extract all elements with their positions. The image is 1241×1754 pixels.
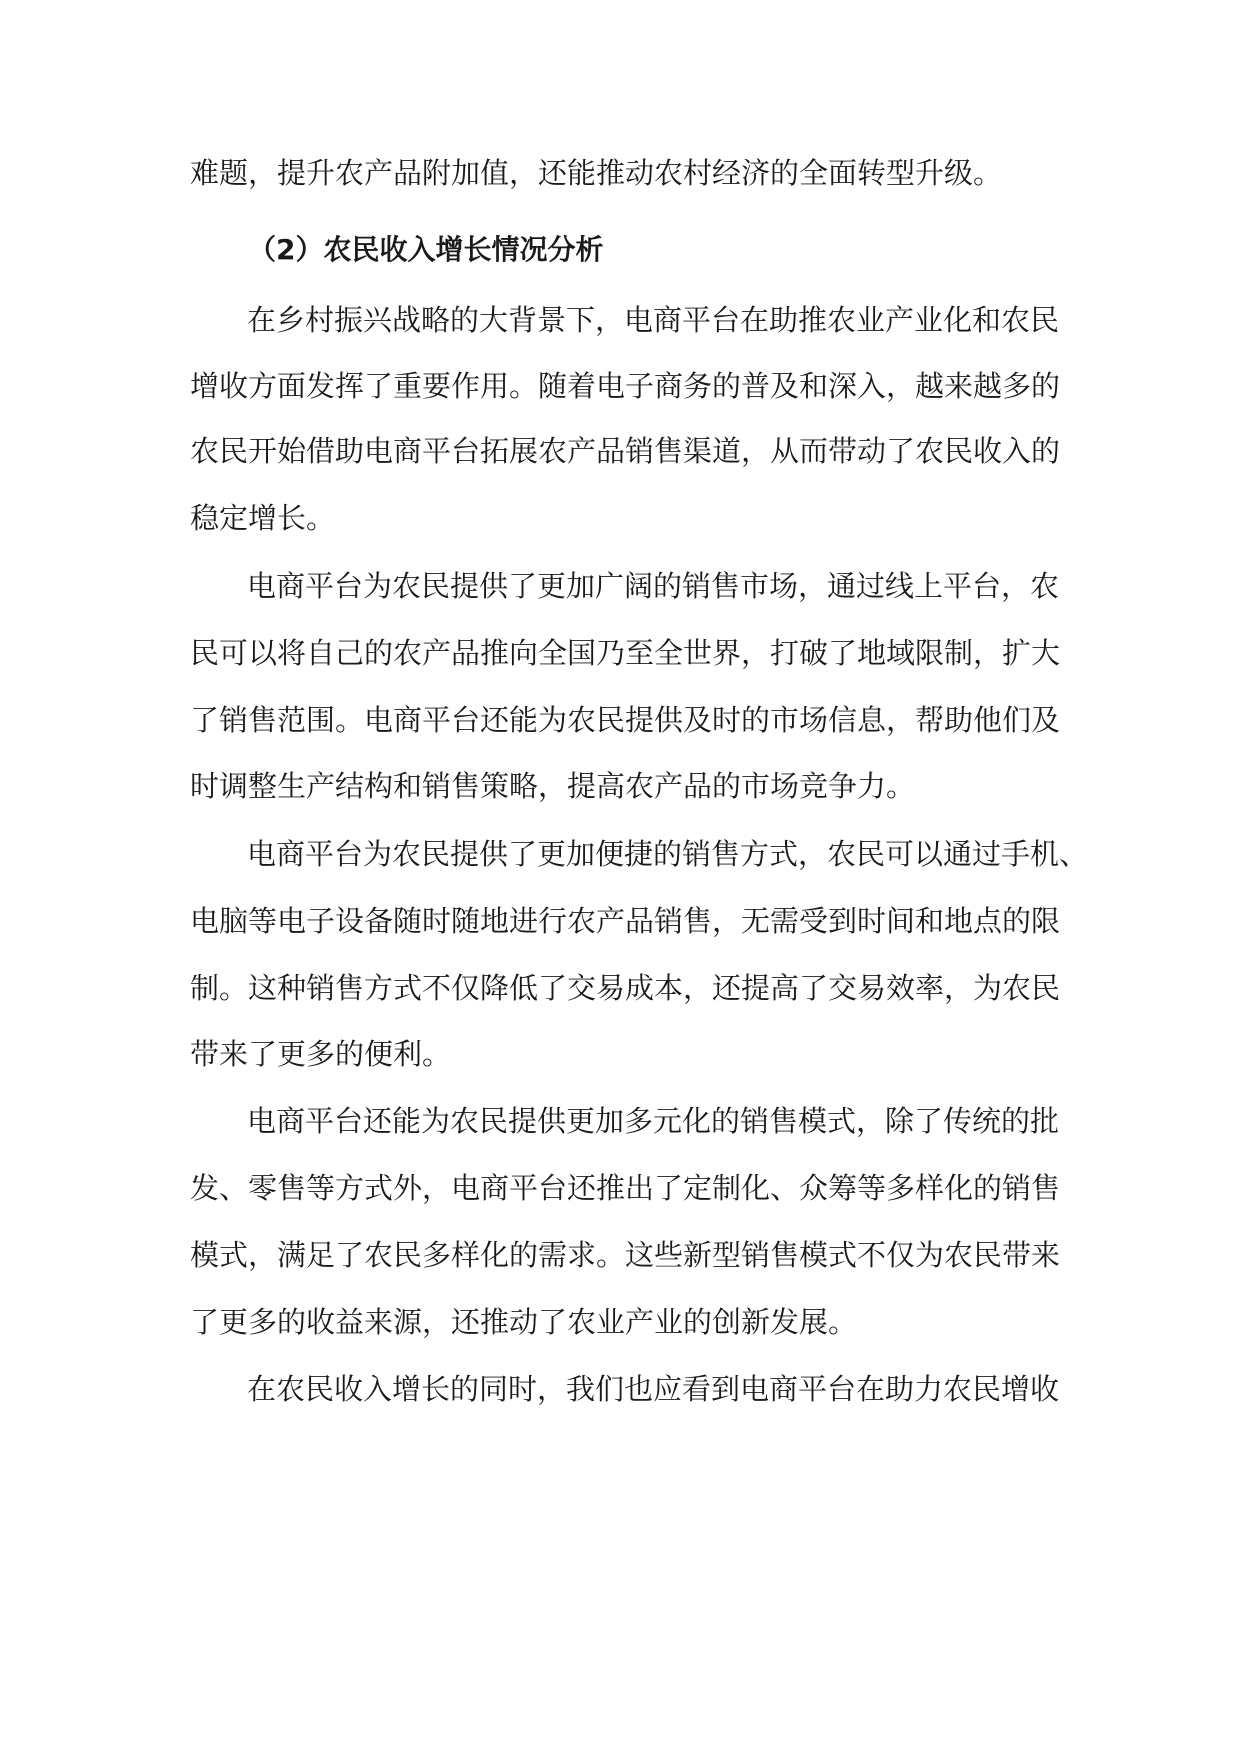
text-line: 带来了更多的便利。 bbox=[190, 1037, 452, 1071]
text-line: 制。这种销售方式不仅降低了交易成本，还提高了交易效率，为农民 bbox=[190, 971, 1061, 1005]
section-heading: （2）农民收入增长情况分析 bbox=[248, 233, 604, 266]
text-line: 农民开始借助电商平台拓展农产品销售渠道，从而带动了农民收入的 bbox=[190, 434, 1061, 468]
text-line: 在农民收入增长的同时，我们也应看到电商平台在助力农民增收 bbox=[247, 1372, 1060, 1406]
text-line: 了销售范围。电商平台还能为农民提供及时的市场信息，帮助他们及 bbox=[190, 703, 1061, 737]
text-line: 稳定增长。 bbox=[190, 501, 336, 535]
text-line: 电脑等电子设备随时随地进行农产品销售，无需受到时间和地点的限 bbox=[190, 904, 1061, 938]
text-line: 民可以将自己的农产品推向全国乃至全世界，打破了地域限制，扩大 bbox=[190, 636, 1061, 670]
text-line: 增收方面发挥了重要作用。随着电子商务的普及和深入，越来越多的 bbox=[190, 369, 1061, 403]
text-line: 难题，提升农产品附加值，还能推动农村经济的全面转型升级。 bbox=[190, 156, 1003, 190]
text-line: 在乡村振兴战略的大背景下，电商平台在助推农业产业化和农民 bbox=[247, 303, 1060, 337]
text-line: 电商平台为农民提供了更加广阔的销售市场，通过线上平台，农 bbox=[247, 569, 1060, 603]
text-line: 电商平台还能为农民提供更加多元化的销售模式，除了传统的批 bbox=[247, 1104, 1060, 1138]
text-line: 时调整生产结构和销售策略，提高农产品的市场竞争力。 bbox=[190, 769, 916, 803]
text-line: 了更多的收益来源，还推动了农业产业的创新发展。 bbox=[190, 1305, 858, 1339]
text-line: 模式，满足了农民多样化的需求。这些新型销售模式不仅为农民带来 bbox=[190, 1238, 1061, 1272]
text-line: 发、零售等方式外，电商平台还推出了定制化、众筹等多样化的销售 bbox=[190, 1171, 1061, 1205]
text-line: 电商平台为农民提供了更加便捷的销售方式，农民可以通过手机、 bbox=[247, 837, 1089, 871]
